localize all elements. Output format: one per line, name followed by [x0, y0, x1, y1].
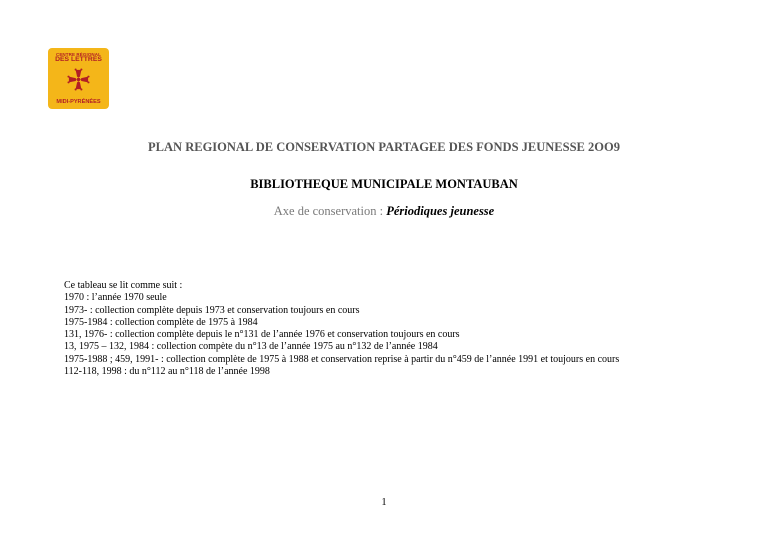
axis-label: Axe de conservation : [273, 204, 387, 218]
plan-title: PLAN REGIONAL DE CONSERVATION PARTAGEE DES FONDS JEUNESSE 2OO9 [148, 140, 620, 154]
legend-line: 1970 : l’année 1970 seule [64, 292, 167, 304]
legend-line: 1973- : collection complète depuis 1973 et conservation toujours en cours [64, 304, 360, 316]
legend-line: 13, 1975 – 132, 1984 : collection compète du n°13 de l’année 1975 au n°132 de l’année 1984 [64, 341, 438, 353]
logo-line-3: MIDI-PYRÉNÉES [56, 99, 101, 105]
logo-line-2: DES LETTRES [55, 56, 102, 63]
page-number: 1 [381, 497, 387, 508]
legend-line: 112-118, 1998 : du n°112 au n°118 de l’année 1998 [64, 366, 270, 378]
library-title: BIBLIOTHEQUE MUNICIPALE MONTAUBAN [250, 177, 518, 191]
conservation-axis [0, 204, 768, 219]
reading-legend [64, 280, 754, 378]
logo-line-1: CENTRE RÉGIONAL [55, 52, 101, 57]
axis-value: Périodiques jeunesse [386, 204, 495, 218]
legend-line: 1975-1984 : collection complète de 1975 à 1984 [64, 316, 258, 328]
legend-intro: Ce tableau se lit comme suit : [64, 280, 183, 291]
legend-line: 1975-1988 ; 459, 1991- : collection complète de 1975 à 1988 et conservation reprise à partir du n°459 de l’année 1991 et toujours en cours [64, 353, 620, 365]
legend-line: 131, 1976- : collection complète depuis le n°131 de l’année 1976 et conservation toujours en cours [64, 329, 460, 341]
occitan-cross-icon [67, 68, 90, 91]
crl-logo [48, 48, 109, 109]
